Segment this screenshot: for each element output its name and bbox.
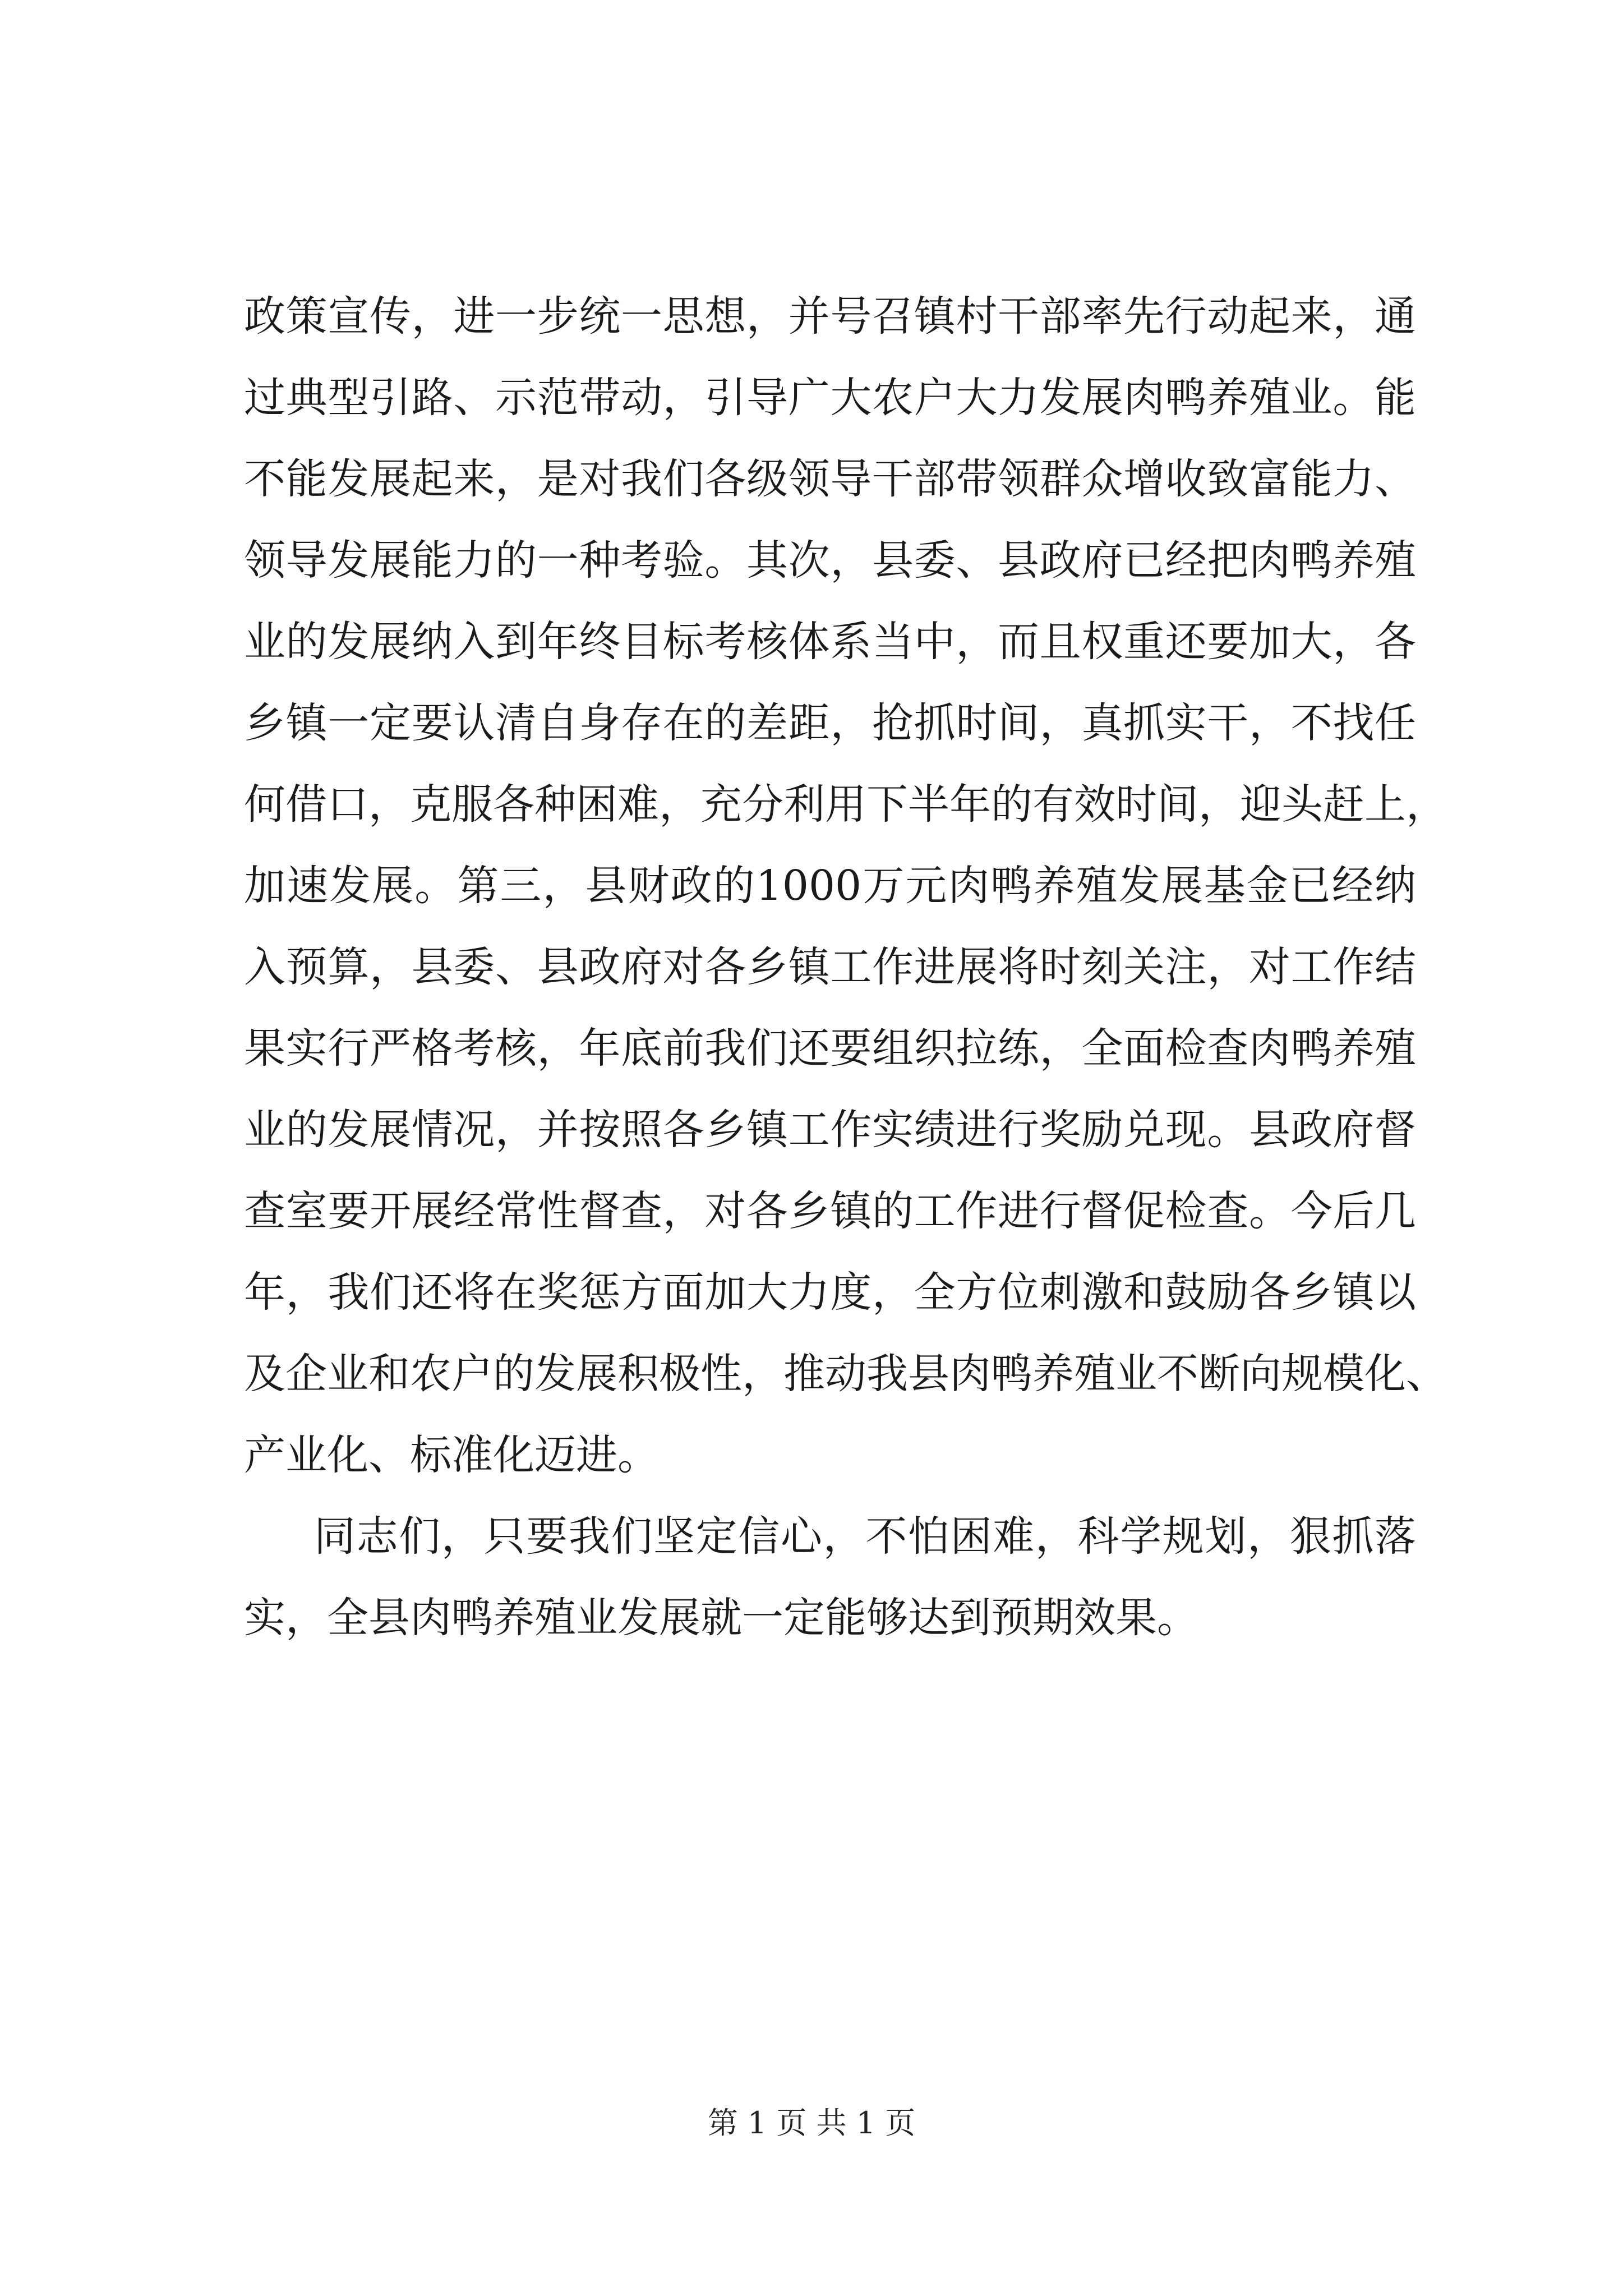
text-line: 实，全县肉鸭养殖业发展就一定能够达到预期效果。 — [244, 1594, 1198, 1642]
text-line: 业的发展情况，并按照各乡镇工作实绩进行奖励兑现。县政府督 — [244, 1106, 1416, 1154]
text-line: 政策宣传，进一步统一思想，并号召镇村干部率先行动起来，通 — [244, 292, 1416, 341]
text-line: 及企业和农户的发展积极性，推动我县肉鸭养殖业不断向规模化、 — [244, 1350, 1447, 1398]
text-line: 领导发展能力的一种考验。其次，县委、县政府已经把肉鸭养殖 — [244, 536, 1416, 585]
text-line: 查室要开展经常性督查，对各乡镇的工作进行督促检查。今后几 — [244, 1187, 1416, 1235]
text-line: 果实行严格考核，年底前我们还要组织拉练，全面检查肉鸭养殖 — [244, 1024, 1416, 1073]
text-line: 同志们，只要我们坚定信心，不怕困难，科学规划，狠抓落 — [314, 1512, 1416, 1561]
text-line: 产业化、标准化迈进。 — [244, 1431, 659, 1479]
text-line: 加速发展。第三，县财政的1000万元肉鸭养殖发展基金已经纳 — [244, 862, 1416, 910]
page-footer — [0, 2101, 1623, 2146]
page-number-indicator: 第 1 页 共 1 页 — [707, 2105, 916, 2141]
text-line: 过典型引路、示范带动，引导广大农户大力发展肉鸭养殖业。能 — [244, 374, 1416, 422]
text-line: 乡镇一定要认清自身存在的差距，抢抓时间，真抓实干，不找任 — [244, 699, 1416, 747]
text-line: 不能发展起来，是对我们各级领导干部带领群众增收致富能力、 — [244, 455, 1416, 503]
text-line: 入预算，县委、县政府对各乡镇工作进展将时刻关注，对工作结 — [244, 943, 1416, 991]
text-line: 何借口，克服各种困难，充分利用下半年的有效时间，迎头赶上， — [244, 780, 1447, 829]
text-line: 业的发展纳入到年终目标考核体系当中，而且权重还要加大，各 — [244, 618, 1416, 666]
text-line: 年，我们还将在奖惩方面加大力度，全方位刺激和鼓励各乡镇以 — [244, 1268, 1416, 1317]
